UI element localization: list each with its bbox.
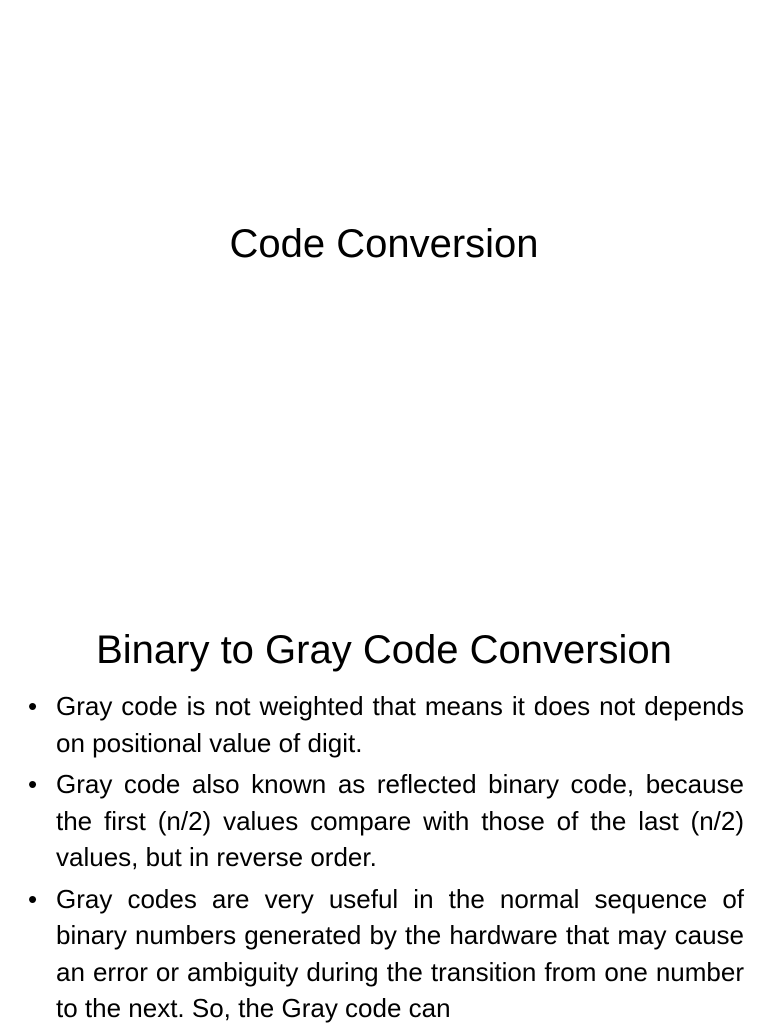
slide-binary-to-gray [0,576,768,1024]
bullet-text: Gray code also known as reflected binary code, because the first (n/2) values compare with those of the last (n/2) values, but in reverse order. [56,769,744,872]
bullet-text: Gray codes are very useful in the normal sequence of binary numbers generated by the hardware that may cause an error or ambiguity during the transition from one number to the next. So, the Gray code can [56,883,744,1023]
bullet-text: Gray code is not weighted that means it does not depends on positional value of digit. [56,691,744,758]
bullet-item [26,688,744,761]
slide-title: Binary to Gray Code Conversion [96,628,672,672]
bullet-icon: • [28,883,38,914]
bullet-icon: • [28,769,38,799]
bullet-list [26,688,744,1024]
slide-title: Code Conversion [229,222,539,266]
bullet-item [26,766,744,876]
bullet-icon: • [28,691,38,721]
bullet-item [26,881,744,1024]
